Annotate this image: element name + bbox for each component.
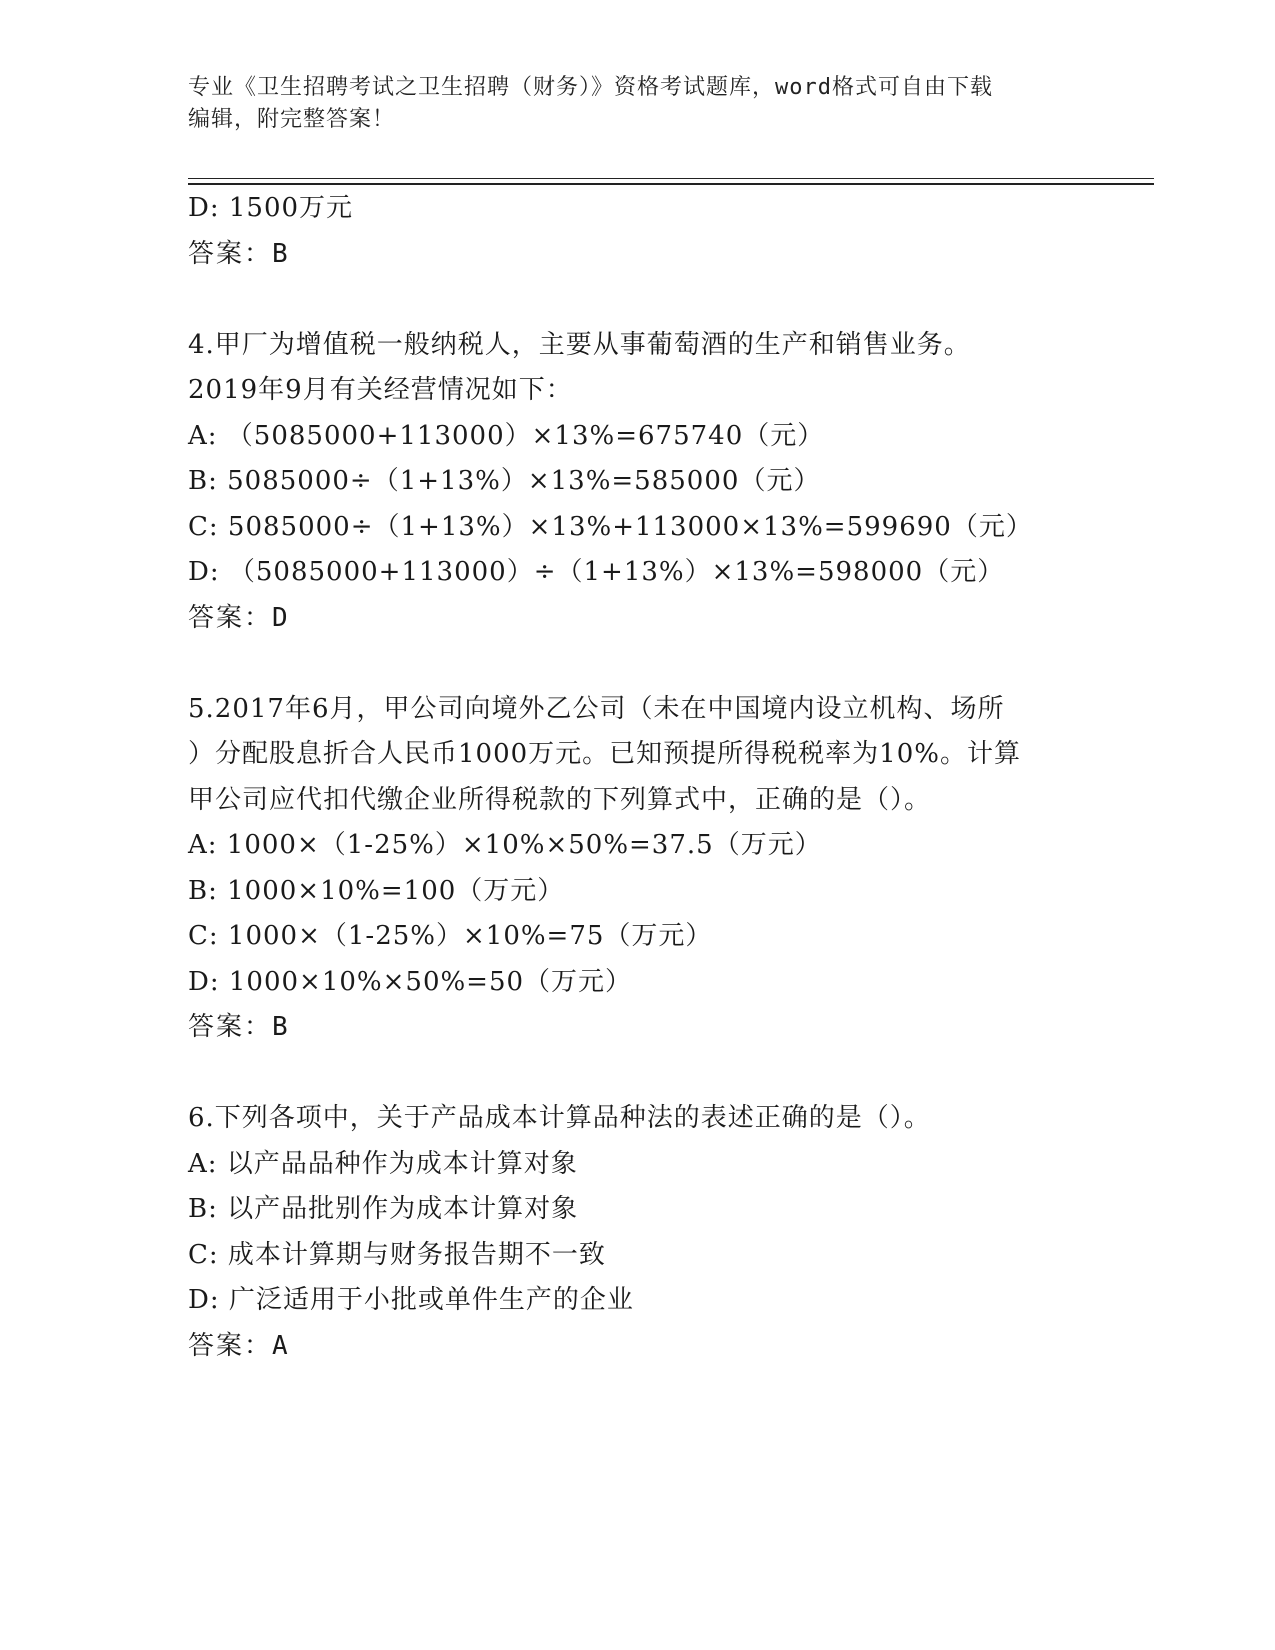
header-line-1: 专业《卫生招聘考试之卫生招聘（财务）》资格考试题库，word格式可自由下载 [188, 75, 993, 100]
q5-option-d: D: 1000×10%×50%=50（万元） [188, 966, 633, 997]
q6-option-c: C: 成本计算期与财务报告期不一致 [188, 1239, 606, 1270]
q4-option-c: C: 5085000÷（1+13%）×13%+113000×13%=599690（元） [188, 511, 1033, 542]
spacer [188, 1051, 1088, 1097]
q6-answer: 答案：A [188, 1330, 290, 1361]
q4-answer: 答案：D [188, 602, 290, 633]
question-content [188, 186, 1088, 1369]
q5-stem-line-3: 甲公司应代扣代缴企业所得税款的下列算式中，正确的是（）。 [188, 784, 932, 815]
q6-option-d: D: 广泛适用于小批或单件生产的企业 [188, 1285, 634, 1315]
q5-stem-line-2: ）分配股息折合人民币1000万元。已知预提所得税税率为10%。计算 [188, 739, 1021, 769]
q5-stem-line-1: 5.2017年6月，甲公司向境外乙公司（未在中国境内设立机构、场所 [188, 693, 1005, 724]
spacer [188, 641, 1088, 687]
question-5 [188, 687, 1088, 1051]
q6-stem-line-1: 6.下列各项中，关于产品成本计算品种法的表述正确的是（）。 [188, 1103, 931, 1133]
document-header [188, 72, 1068, 136]
q5-answer: 答案：B [188, 1012, 290, 1042]
question-6 [188, 1096, 1088, 1369]
q6-option-a: A: 以产品品种作为成本计算对象 [188, 1148, 578, 1179]
q5-option-a: A: 1000×（1-25%）×10%×50%=37.5（万元） [188, 830, 822, 860]
prev-option-d: D: 1500万元 [188, 193, 354, 223]
header-divider-thin [188, 178, 1154, 179]
q4-stem-line-1: 4.甲厂为增值税一般纳税人，主要从事葡萄酒的生产和销售业务。 [188, 329, 971, 360]
header-line-2: 编辑，附完整答案！ [188, 107, 396, 132]
q4-option-b: B: 5085000÷（1+13%）×13%=585000（元） [188, 466, 821, 496]
header-divider-thick [188, 183, 1154, 185]
q4-stem-line-2: 2019年9月有关经营情况如下： [188, 375, 573, 405]
question-4 [188, 323, 1088, 642]
prev-answer: 答案：B [188, 238, 290, 269]
q5-option-c: C: 1000×（1-25%）×10%=75（万元） [188, 921, 713, 951]
spacer [188, 277, 1088, 323]
q4-option-d: D: （5085000+113000）÷（1+13%）×13%=598000（元） [188, 557, 1005, 587]
q5-option-b: B: 1000×10%=100（万元） [188, 875, 565, 906]
q4-option-a: A: （5085000+113000）×13%=675740（元） [188, 420, 825, 451]
q6-option-b: B: 以产品批别作为成本计算对象 [188, 1194, 579, 1224]
